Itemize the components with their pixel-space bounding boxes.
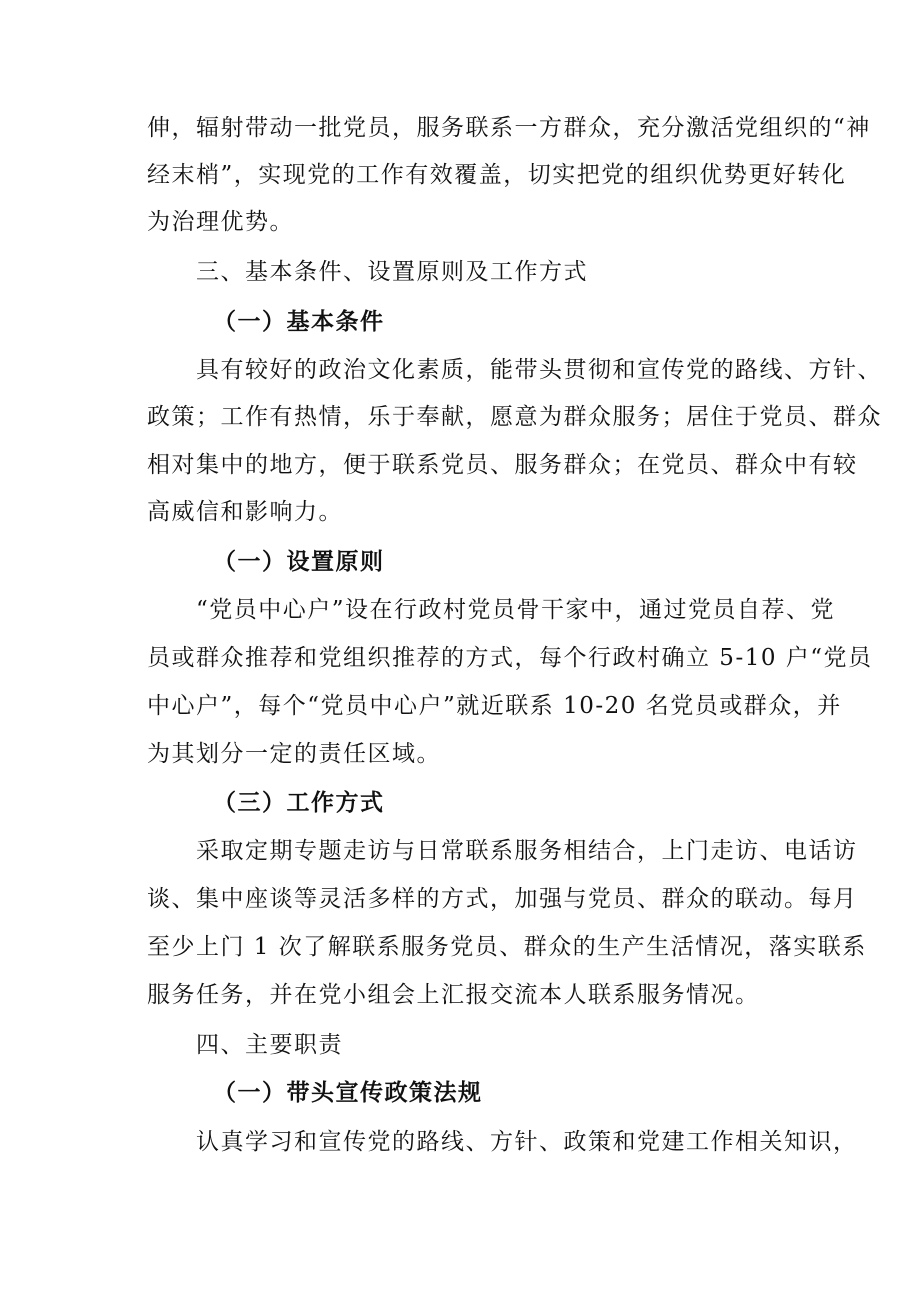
subsection-heading: （一）带头宣传政策法规 (213, 1080, 483, 1106)
paragraph-line: 采取定期专题走访与日常联系服务相结合，上门走访、电话访 (196, 838, 858, 864)
section-heading: 四、主要职责 (196, 1032, 343, 1058)
paragraph-line: 服务任务，并在党小组会上汇报交流本人联系服务情况。 (147, 982, 760, 1008)
paragraph-line: 认真学习和宣传党的路线、方针、政策和党建工作相关知识， (196, 1129, 858, 1155)
paragraph-line: 员或群众推荐和党组织推荐的方式，每个行政村确立 5-10 户“党员 (147, 645, 873, 671)
paragraph-line: 谈、集中座谈等灵活多样的方式，加强与党员、群众的联动。每月 (147, 886, 858, 912)
subsection-heading: （三）工作方式 (213, 790, 385, 816)
paragraph-line: 相对集中的地方，便于联系党员、服务群众；在党员、群众中有较 (147, 452, 858, 478)
paragraph-line: “党员中心户”设在行政村党员骨干家中，通过党员自荐、党 (196, 597, 836, 623)
section-heading: 三、基本条件、设置原则及工作方式 (196, 259, 588, 285)
subsection-heading: （一）基本条件 (213, 309, 385, 335)
paragraph-line: 为治理优势。 (147, 209, 294, 235)
paragraph-line: 政策；工作有热情，乐于奉献，愿意为群众服务；居住于党员、群众 (147, 404, 882, 430)
paragraph-line: 具有较好的政治文化素质，能带头贯彻和宣传党的路线、方针、 (196, 357, 882, 383)
paragraph-line: 至少上门 1 次了解联系服务党员、群众的生产生活情况，落实联系 (147, 934, 867, 960)
paragraph-line: 为其划分一定的责任区域。 (147, 741, 441, 767)
paragraph-line: 高威信和影响力。 (147, 499, 343, 525)
paragraph-line: 中心户”，每个“党员中心户”就近联系 10-20 名党员或群众，并 (147, 693, 842, 719)
paragraph-line: 经末梢”，实现党的工作有效覆盖，切实把党的组织优势更好转化 (147, 162, 847, 188)
paragraph-line: 伸，辐射带动一批党员，服务联系一方群众，充分激活党组织的“神 (147, 115, 871, 141)
subsection-heading: （一）设置原则 (213, 549, 385, 575)
